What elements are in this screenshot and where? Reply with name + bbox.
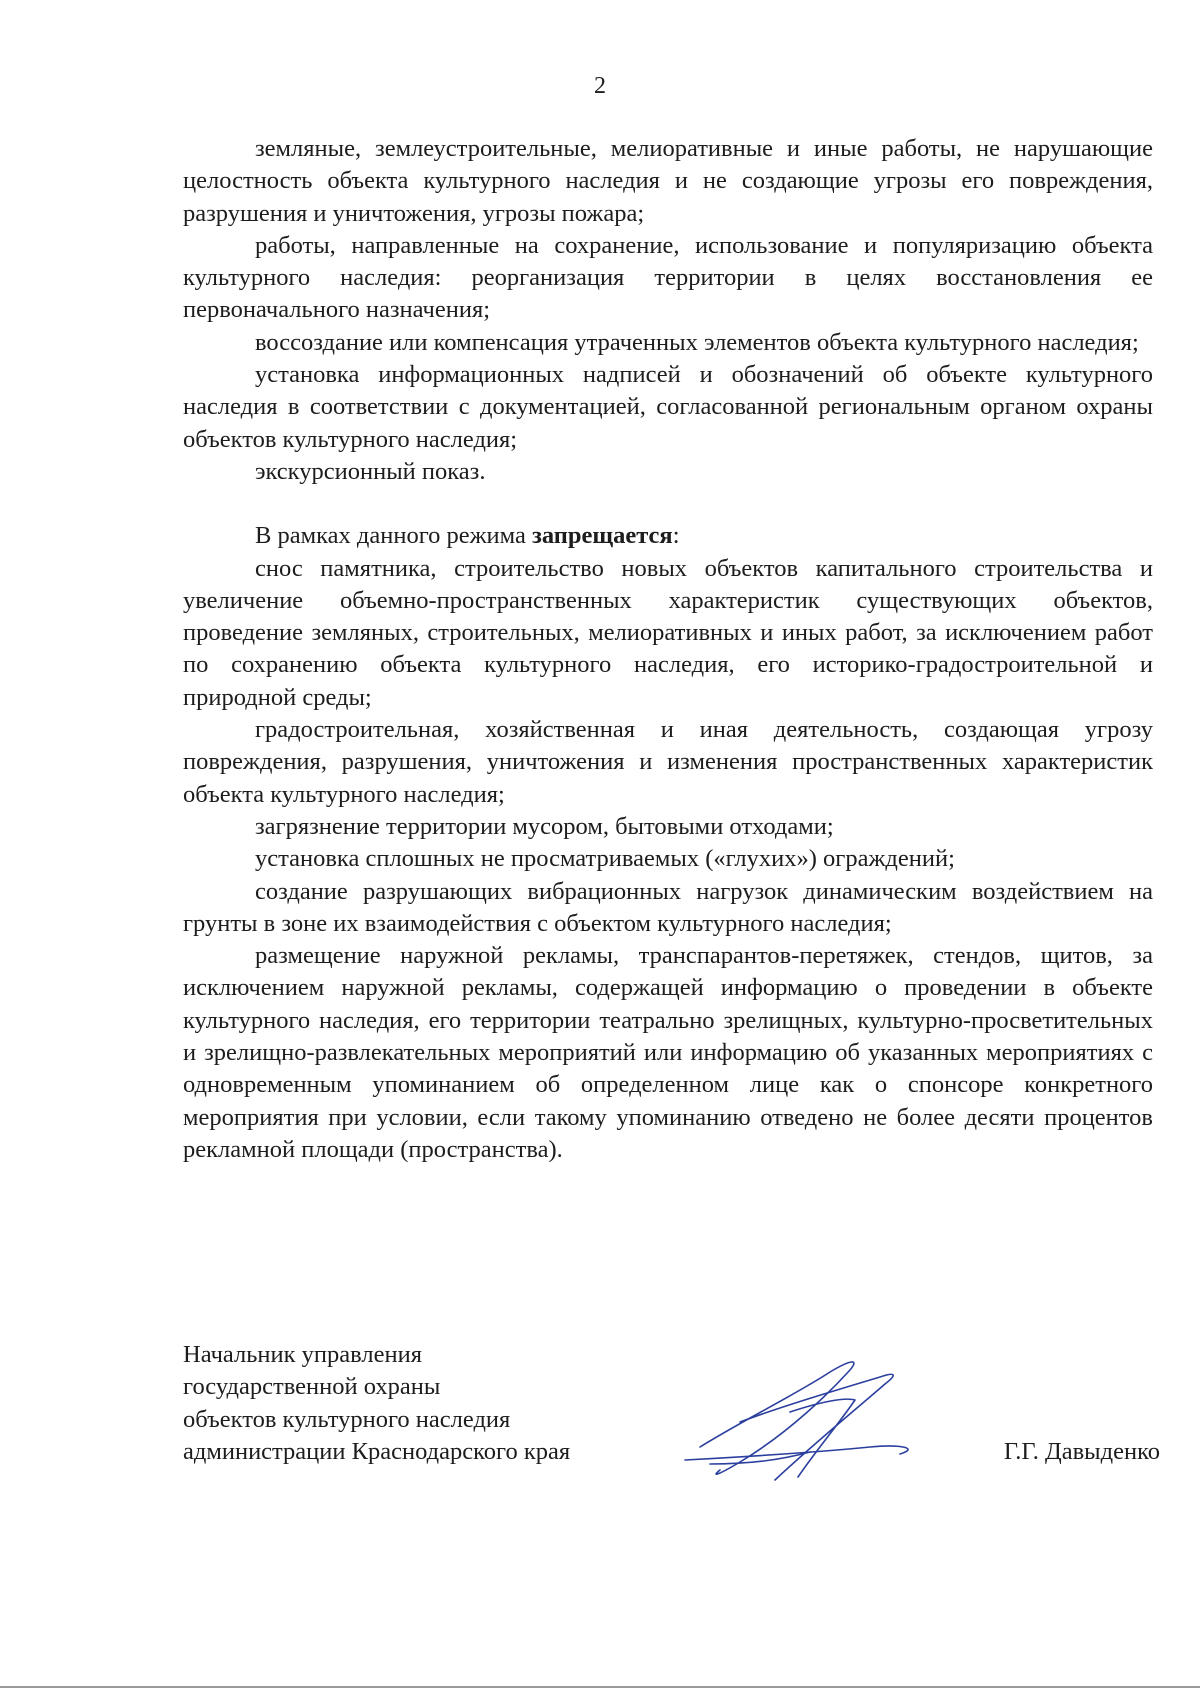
paragraph-gap — [183, 488, 1153, 520]
signatory-name: Г.Г. Давыденко — [1003, 1438, 1160, 1465]
page-number: 2 — [594, 73, 606, 99]
signatory-title-line: государственной охраны — [183, 1373, 441, 1401]
prohibited-intro-text: В рамках данного режима — [255, 522, 533, 550]
paragraph-earthworks: земляные, землеустроительные, мелиоративные и иные работы, не нарушающие целостность объекта культурного наследия и не создающие угрозы его повреждения, разрушения и уничтожения, угрозы пожара; — [183, 135, 1153, 227]
prohibited-keyword: запрещается — [532, 522, 673, 550]
prohibited-item-pollution: загрязнение территории мусором, бытовыми отходами; — [255, 812, 834, 840]
prohibited-item-vibration: создание разрушающих вибрационных нагрузок динамическим воздействием на грунты в зоне их взаимодействия с объектом культурного наследия; — [183, 877, 1153, 937]
paragraph-excursion: экскурсионный показ. — [255, 457, 486, 485]
signatory-title-line: администрации Краснодарского края — [183, 1437, 571, 1465]
signature-stroke — [740, 1374, 893, 1480]
document-body — [183, 133, 1153, 1166]
signatory-title-line: объектов культурного наследия — [183, 1405, 511, 1433]
handwritten-signature — [680, 1352, 930, 1492]
prohibited-item-threatening-activity: градостроительная, хозяйственная и иная деятельность, создающая угрозу повреждения, разрушения, уничтожения и изменения пространственных характеристик объекта культурного наследия; — [183, 716, 1153, 808]
paragraph-signage: установка информационных надписей и обозначений об объекте культурного наследия в соответствии с документацией, согласованной региональным органом охраны объектов культурного наследия; — [183, 361, 1153, 453]
prohibited-item-solid-fences: установка сплошных не просматриваемых («глухих») ограждений; — [255, 845, 955, 873]
prohibited-intro-colon: : — [672, 522, 680, 550]
paragraph-recreation: воссоздание или компенсация утраченных элементов объекта культурного наследия; — [255, 328, 1139, 356]
scan-edge-line — [0, 1686, 1200, 1688]
signatory-title — [183, 1339, 703, 1468]
signature-stroke — [685, 1446, 908, 1460]
signatory-title-line: Начальник управления — [183, 1341, 422, 1368]
prohibited-intro — [183, 520, 1153, 552]
prohibited-item-demolition: снос памятника, строительство новых объектов капитального строительства и увеличение объемно-пространственных характеристик существующих объектов, проведение земляных, строительных, мелиоративных и иных работ, за исключением работ по сохранению объекта культурного наследия, его историко-градостроительной и природной среды; — [183, 554, 1153, 711]
prohibited-item-advertising: размещение наружной рекламы, транспарантов-перетяжек, стендов, щитов, за исключением наружной рекламы, содержащей информацию о проведении в объекте культурного наследия, его территории театрально зрелищных, культурно-просветительных и зрелищно-развлекательных мероприятий или информацию об указанных мероприятиях с одновременным упоминанием об определенном лице как о спонсоре конкретного мероприятия при условии, если такому упоминанию отведено не более десяти процентов рекламной площади (пространства). — [183, 942, 1153, 1163]
paragraph-preservation-works: работы, направленные на сохранение, использование и популяризацию объекта культурного наследия: реорганизация территории в целях восстановления ее первоначального назначения; — [183, 231, 1153, 324]
